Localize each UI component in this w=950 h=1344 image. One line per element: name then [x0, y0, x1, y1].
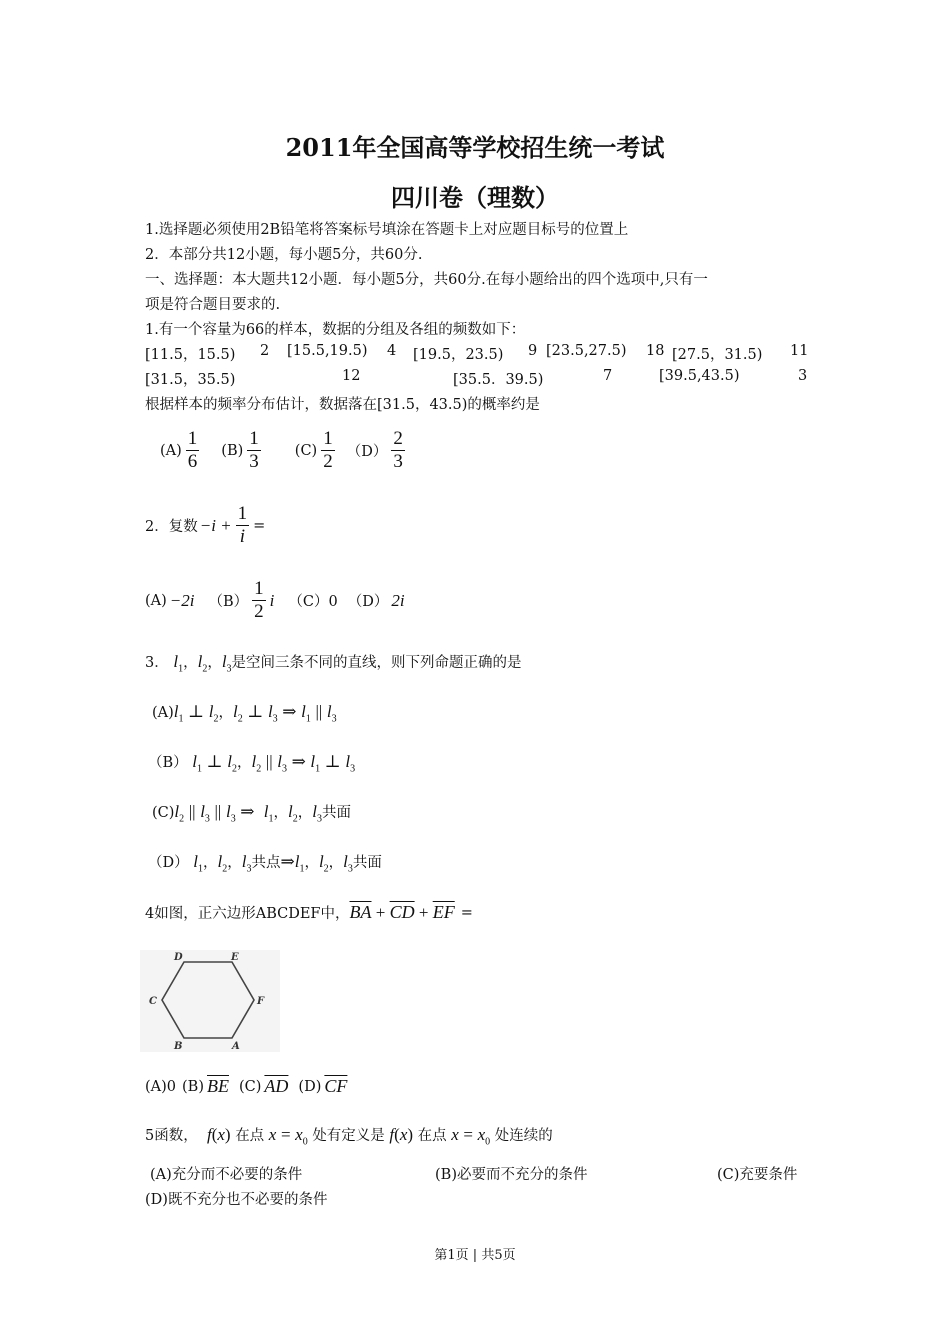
q5-option-c: (C)充要条件: [717, 1167, 798, 1183]
q3-option-b: （B） $l_1$ ⊥ $l_2$，$l_2$ || $l_3$ ⇒ $l_1$ ⊥ $l_3$: [148, 752, 356, 775]
q1-cell: [35.5．39.5): [453, 372, 544, 388]
q1-stem: 1.有一个容量为66的样本，数据的分组及各组的频数如下：: [145, 322, 526, 338]
q2-option-b-i: i: [269, 590, 275, 610]
q3-option-d: （D） $l_1$，$l_2$，$l_3$共点$\Rightarrow l_1$，$l_2$，$l_3$共面: [148, 852, 382, 875]
q2-expr: −i +: [199, 515, 232, 535]
q2-option-b-fraction: $\frac{1}{2}$: [254, 578, 264, 622]
q2-stem-text: 2．复数: [145, 519, 198, 535]
q2-stem: [145, 503, 265, 548]
q4-option-b-vector: $\overline{BE}$: [207, 1076, 229, 1096]
exam-title: 2011年全国高等学校招生统一考试: [285, 133, 665, 162]
q2-equals: =: [253, 517, 266, 534]
q1-option-d-fraction: $\frac{2}{3}$: [393, 428, 403, 472]
q2-option-a: −2i: [169, 590, 195, 610]
instruction-2: 2．本部分共12小题，每小题5分，共60分.: [145, 247, 423, 263]
q1-cell: 11: [790, 343, 809, 359]
q4-stem-text: 4如图，正六边形ABCDEF中，: [145, 906, 350, 922]
hex-label-c: C: [149, 996, 157, 1007]
q1-cell: 7: [603, 368, 613, 384]
instruction-1: 1.选择题必须使用2B铅笔将答案标号填涂在答题卡上对应题目标号的位置上: [145, 222, 629, 238]
q1-cell: [11.5，15.5): [145, 347, 236, 363]
hex-label-a: A: [232, 1041, 240, 1052]
q4-option-c-label: (C): [239, 1078, 262, 1095]
q4-option-b-label: (B): [182, 1078, 204, 1095]
q1-option-a-fraction: $\frac{1}{6}$: [187, 428, 198, 472]
q2-option-c: （C）0: [288, 594, 338, 610]
q2-options: [145, 578, 405, 623]
q1-cell: [23.5,27.5): [546, 343, 627, 359]
q4-option-c-vector: $\overline{AD}$: [264, 1076, 289, 1096]
hex-label-f: F: [257, 996, 265, 1007]
q4-vector-ba: $\overline{BA}$: [349, 902, 372, 922]
q4-vector-ef: $\overline{EF}$: [432, 902, 455, 922]
q1-cell: 4: [387, 343, 397, 359]
q1-cell: 18: [646, 343, 665, 359]
q1-question: 根据样本的频率分布估计，数据落在[31.5，43.5)的概率约是: [145, 397, 540, 413]
q3-option-c: $(C)l_2$ || $l_3$ || $l_3$ ⇒ $l_1$，$l_2$，$l_3$共面: [152, 802, 351, 825]
q1-cell: [39.5,43.5): [659, 368, 740, 384]
q1-cell: [27.5，31.5): [672, 347, 763, 363]
q2-option-d: 2i: [391, 590, 405, 610]
q1-option-b-label: (B): [221, 442, 244, 459]
q3-option-a: $(A)l_1$ ⊥ $l_2$，$l_2$ ⊥ $l_3$ ⇒ $l_1$ || $l_3$: [152, 702, 337, 725]
q1-option-c-fraction: $\frac{1}{2}$: [323, 428, 333, 472]
page-footer: 第1页 | 共5页: [434, 1248, 516, 1263]
hex-label-b: B: [174, 1041, 183, 1052]
hex-label-d: D: [174, 952, 183, 963]
q5-option-d: (D)既不充分也不必要的条件: [145, 1192, 328, 1208]
q1-option-c-label: (C): [294, 442, 318, 459]
q5-option-a: (A)充分而不必要的条件: [150, 1167, 303, 1183]
q1-option-a-label: (A): [160, 442, 182, 459]
q1-option-b-fraction: $\frac{1}{3}$: [249, 428, 259, 472]
q1-cell: 2: [260, 343, 270, 359]
q4-option-d-label: (D): [298, 1078, 322, 1095]
q4-vector-cd: $\overline{CD}$: [389, 902, 415, 922]
q1-option-d-label: （D）: [346, 444, 388, 460]
q1-cell: 9: [528, 343, 538, 359]
q4-option-a: (A)0: [145, 1078, 177, 1095]
exam-subtitle: 四川卷（理数）: [391, 183, 559, 212]
hex-label-e: E: [231, 952, 239, 963]
q1-cell: 3: [798, 368, 808, 384]
q2-option-d-label: （D）: [347, 594, 389, 610]
q2-option-b-label: （B）: [208, 594, 249, 610]
q1-options: [160, 428, 409, 473]
q3-stem-text: 是空间三条不同的直线，则下列命题正确的是: [231, 655, 522, 671]
q2-fraction: $\frac{1}{i}$: [237, 503, 248, 547]
q1-cell: [15.5,19.5): [287, 343, 368, 359]
q5-option-b: (B)必要而不充分的条件: [435, 1167, 588, 1183]
q3-number: 3．: [145, 655, 169, 671]
q3-stem: 3． $l_1$，$l_2$，$l_3$是空间三条不同的直线，则下列命题正确的是: [145, 652, 522, 675]
section-heading-cont: 项是符合题目要求的.: [145, 297, 281, 313]
q4-option-d-vector: $\overline{CF}$: [324, 1076, 348, 1096]
q2-option-a-label: (A): [145, 592, 167, 609]
q4-options: [145, 1076, 347, 1097]
q5-stem: 5函数， f(x) 在点 $x = x_0$ 处有定义是 f(x) 在点 $x = x_0$ 处连续的: [145, 1125, 553, 1148]
section-heading: 一、选择题：本大题共12小题．每小题5分，共60分.在每小题给出的四个选项中,只有一: [145, 272, 708, 288]
q1-cell: 12: [342, 368, 361, 384]
q1-cell: [31.5，35.5): [145, 372, 236, 388]
hexagon-figure: [140, 950, 280, 1052]
q1-cell: [19.5，23.5): [413, 347, 504, 363]
q4-stem: 4如图，正六边形ABCDEF中， $\overline{BA}$ + $\overline{CD}$ + $\overline{EF}$ =: [145, 902, 473, 922]
